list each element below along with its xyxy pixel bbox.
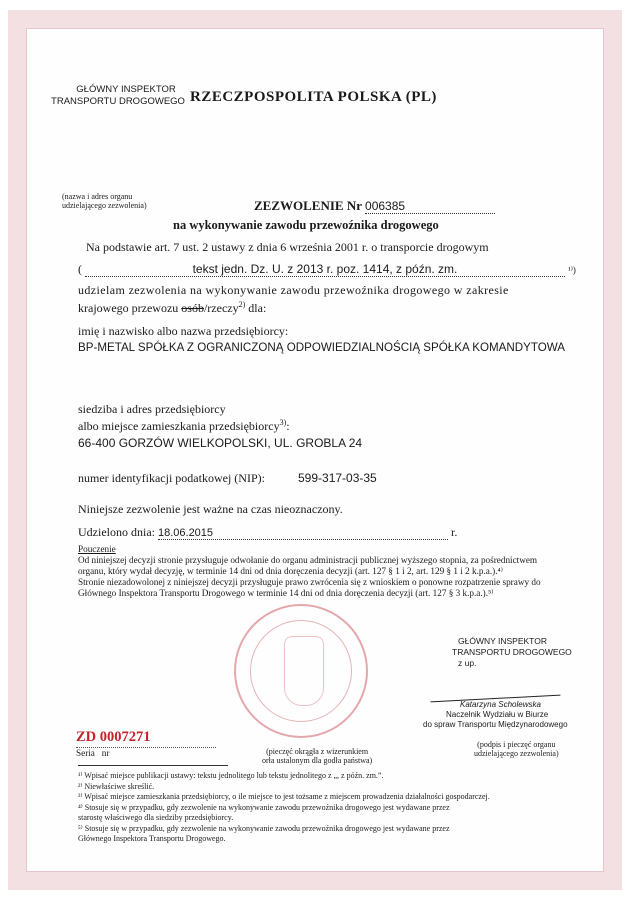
stamp-title-2: TRANSPORTU DROGOWEGO — [452, 647, 572, 657]
issuer-logo-line-1: GŁÓWNY INSPEKTOR — [76, 84, 176, 95]
official-seal — [234, 604, 368, 738]
legal-basis-line-2 — [78, 262, 576, 277]
permit-number: 006385 — [365, 199, 495, 214]
scope-struck: osób — [181, 301, 204, 315]
signature-caption — [474, 740, 559, 758]
legal-basis-line-1: Na podstawie art. 7 ust. 2 ustawy z dnia 6 września 2001 r. o transporcie drogowym — [86, 240, 489, 254]
company-name: BP-METAL SPÓŁKA Z OGRANICZONĄ ODPOWIEDZIALNOŚCIĄ SPÓŁKA KOMANDYTOWA — [78, 341, 566, 354]
scope-suffix: dla: — [245, 301, 267, 315]
stamp-title-1: GŁÓWNY INSPEKTOR — [458, 636, 547, 646]
footnote-6: ⁵⁾ Stosuje się w przypadku, gdy zezwolenie na wykonywanie zawodu przewoźnika drogowego jest wydawane przez — [78, 823, 450, 833]
eagle-emblem-icon — [284, 636, 324, 706]
legal-basis-close: ¹⁾) — [568, 265, 576, 275]
series-label-nr: nr — [101, 748, 110, 758]
scope-goods: /rzeczy — [203, 301, 239, 315]
signature-caption-2: udzielającego zezwolenia) — [474, 749, 559, 758]
seal-caption — [262, 747, 372, 765]
series-label-seria: Seria — [76, 748, 95, 758]
nip-label: numer identyfikacji podatkowej (NIP): — [78, 471, 265, 485]
scope-sup: 2) — [238, 300, 246, 309]
permit-title — [254, 198, 495, 214]
issued-suffix: r. — [450, 525, 458, 539]
address-label-1: siedziba i adres przedsiębiorcy — [78, 402, 226, 416]
stamp-position-2: do spraw Transportu Międzynarodowego — [423, 720, 568, 729]
address-label-2: albo miejsce zamieszkania przedsiębiorcy$^{3)}$: — [78, 418, 290, 433]
issued-date: 18.06.2015 — [158, 527, 448, 540]
seal-caption-1: (pieczęć okrągła z wizerunkiem — [266, 747, 369, 756]
company-label: imię i nazwisko albo nazwa przedsiębiorcy: — [78, 324, 289, 338]
permit-title-prefix: ZEZWOLENIE Nr — [254, 198, 362, 213]
issued-row — [78, 525, 457, 540]
seal-caption-2: orła ustalonym dla godła państwa) — [262, 756, 373, 765]
address-sup: 3) — [279, 418, 287, 427]
issuer-logo-line-2: TRANSPORTU DROGOWEGO — [51, 96, 185, 107]
stamp-position-1: Naczelnik Wydziału w Biurze — [446, 710, 549, 719]
organ-label-line-2: udzielającego zezwolenia) — [62, 201, 147, 210]
company-address: 66-400 GORZÓW WIELKOPOLSKI, UL. GROBLA 24 — [78, 436, 363, 450]
legal-basis-open: ( — [78, 262, 82, 276]
footnote-1: ¹⁾ Wpisać miejsce publikacji ustawy: tekstu jednolitego lub tekstu jednolitego z „, z późn. zm.”. — [78, 771, 384, 780]
footnote-5: starostę właściwego dla siedziby przedsiębiorcy. — [78, 813, 234, 822]
address-label-2-text: albo miejsce zamieszkania przedsiębiorcy — [78, 419, 280, 433]
footnote-rule — [78, 765, 228, 766]
footnotes — [78, 771, 490, 845]
pouczenie-line-4: Głównego Inspektora Transportu Drogowego w terminie 14 dni od dnia doręczenia decyzji (art. 127 § 3 k.p.a.).⁵⁾ — [78, 588, 494, 598]
stamp-zup: z up. — [458, 658, 477, 668]
series-labels — [76, 748, 109, 759]
series-underline — [76, 747, 216, 748]
signature-caption-1: (podpis i pieczęć organu — [477, 740, 556, 749]
pouczenie-heading: Pouczenie — [78, 544, 116, 554]
country-header: RZECZPOSPOLITA POLSKA (PL) — [190, 89, 437, 105]
issued-label: Udzielono dnia: — [78, 525, 155, 539]
footnote-4: ⁴⁾ Stosuje się w przypadku, gdy zezwolenie na wykonywanie zawodu przewoźnika drogowego jest wydawane przez — [78, 802, 450, 812]
legal-basis-publication: tekst jedn. Dz. U. z 2013 r. poz. 1414, z późn. zm. — [85, 262, 565, 277]
legal-basis-line-4 — [78, 300, 266, 316]
series-code: ZD 0007271 — [76, 729, 151, 745]
stamp-name: Katarzyna Scholewska — [460, 700, 541, 709]
legal-basis-line-3: udzielam zezwolenia na wykonywanie zawodu przewoźnika drogowego w zakresie — [78, 283, 509, 297]
pouczenie — [78, 544, 541, 599]
validity-text: Niniejsze zezwolenie jest ważne na czas nieoznaczony. — [78, 502, 343, 516]
pouczenie-line-1: Od niniejszej decyzji stronie przysługuje odwołanie do organu administracji publicznej wyższego stopnia, za pośrednictwem — [78, 555, 538, 565]
footnote-7: Głównego Inspektora Transportu Drogowego. — [78, 834, 226, 843]
scope-prefix: krajowego przewozu — [78, 301, 179, 315]
pouczenie-line-3: Stronie niezadowolonej z niniejszej decyzji przysługuje prawo zwrócenia się z wnioskiem o ponowne rozpatrzenie sprawy do — [78, 577, 541, 587]
organ-label-line-1: (nazwa i adres organu — [62, 192, 133, 201]
issuer-logo — [51, 84, 190, 108]
permit-subtitle: na wykonywanie zawodu przewoźnika drogowego — [173, 218, 439, 232]
footnote-2: ²⁾ Niewłaściwe skreślić. — [78, 781, 155, 791]
footnote-3: ³⁾ Wpisać miejsce zamieszkania przedsiębiorcy, o ile miejsce to jest tożsame z miejscem prowadzenia działalności gospodarczej. — [78, 792, 490, 801]
pouczenie-line-2: organu, który wydał decyzję, w terminie 14 dni od dnia doręczenia decyzji (art. 127 § 1 i 2, art. 129 § 1 i 2 k.p.a.).⁴⁾ — [78, 566, 503, 576]
organ-label — [62, 192, 147, 210]
nip-value: 599-317-03-35 — [298, 471, 377, 485]
signature-stamp — [452, 636, 572, 669]
